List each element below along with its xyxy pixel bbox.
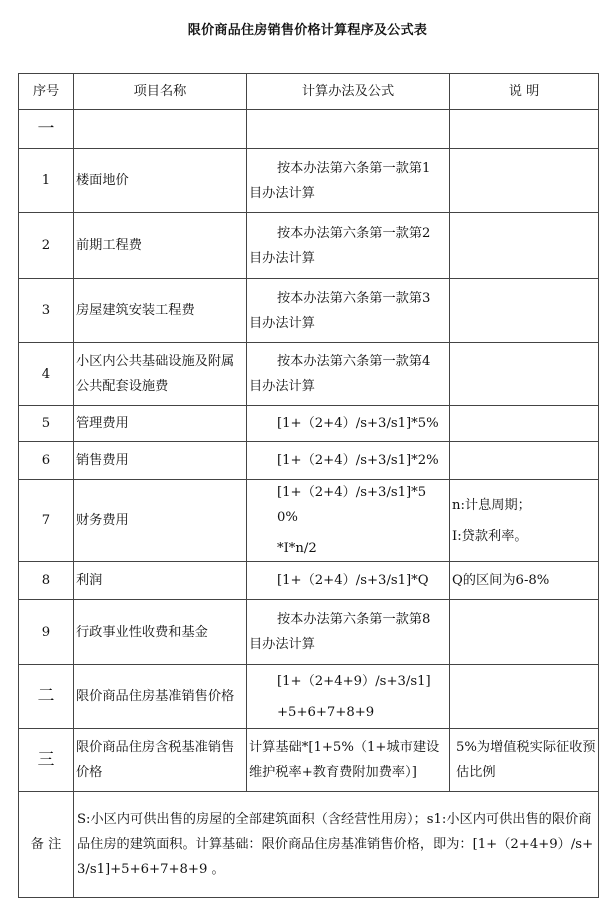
row-seq: 1 (19, 149, 74, 213)
row-item-name: 管理费用 (74, 406, 247, 442)
header-note: 说 明 (450, 74, 599, 110)
page-title: 限价商品住房销售价格计算程序及公式表 (187, 23, 428, 38)
table-row (19, 406, 599, 442)
row-item-name: 房屋建筑安装工程费 (74, 279, 247, 343)
method-line: 按本办法第六条第一款第8 (277, 612, 431, 627)
note-line: Q的区间为6-8% (452, 573, 550, 588)
row-note (450, 406, 599, 442)
row-seq: 2 (19, 213, 74, 279)
row-seq: 3 (19, 279, 74, 343)
method-line: 按本办法第六条第一款第1 (277, 160, 431, 176)
method-line: 按本办法第六条第一款第4 (277, 354, 431, 369)
row-item-name: 限价商品住房含税基准销售价格 (74, 729, 247, 792)
table-row (19, 279, 599, 343)
row-method (247, 480, 450, 562)
note-line: 5%为增值税实际征收预估比例 (456, 740, 596, 780)
row-seq: 9 (19, 600, 74, 665)
header-seq: 序号 (19, 74, 74, 110)
row-seq: 8 (19, 562, 74, 600)
row-method (247, 110, 450, 149)
method-line: 目办法计算 (249, 379, 315, 394)
row-item-name: 楼面地价 (74, 149, 247, 213)
row-seq: 二 (19, 665, 74, 729)
method-line: 目办法计算 (249, 637, 315, 652)
row-method (247, 442, 450, 480)
remark-row (19, 792, 599, 898)
row-seq: 7 (19, 480, 74, 562)
remark-text: S:小区内可供出售的房屋的全部建筑面积（含经营性用房）；s1:小区内可供出售的限价商品住房的建筑面积。计算基础：限价商品住房基准销售价格，即为：[1+（2+4+9）/s+3/s1]+5+6+7+8+9 。 (74, 792, 599, 898)
row-note (450, 149, 599, 213)
method-line: [1+（2+4）/s+3/s1]*2% (277, 453, 439, 468)
row-item-name (74, 110, 247, 149)
row-item-name: 小区内公共基础设施及附属公共配套设施费 (74, 343, 247, 406)
method-line: 目办法计算 (249, 315, 315, 331)
row-method (247, 149, 450, 213)
method-line: 按本办法第六条第一款第2 (277, 225, 431, 241)
method-line: *I*n/2 (277, 541, 317, 556)
price-formula-table (18, 73, 599, 898)
row-note (450, 665, 599, 729)
table-row (19, 442, 599, 480)
row-note (450, 213, 599, 279)
row-item-name: 财务费用 (74, 480, 247, 562)
table-row (19, 149, 599, 213)
table-row (19, 343, 599, 406)
method-line: [1+（2+4）/s+3/s1]*50% (277, 485, 427, 525)
row-note (450, 729, 599, 792)
row-method (247, 729, 450, 792)
table-row (19, 562, 599, 600)
row-seq: 三 (19, 729, 74, 792)
header-item-name: 项目名称 (74, 74, 247, 110)
table-row (19, 600, 599, 665)
row-method (247, 279, 450, 343)
row-seq: 5 (19, 406, 74, 442)
row-note (450, 442, 599, 480)
method-line: [1+（2+4）/s+3/s1]*Q (277, 573, 429, 588)
header-row (19, 74, 599, 110)
row-note (450, 480, 599, 562)
row-item-name: 销售费用 (74, 442, 247, 480)
row-item-name: 行政事业性收费和基金 (74, 600, 247, 665)
row-item-name: 前期工程费 (74, 213, 247, 279)
row-method (247, 343, 450, 406)
row-note (450, 562, 599, 600)
row-item-name: 利润 (74, 562, 247, 600)
row-note (450, 110, 599, 149)
method-line: +5+6+7+8+9 (277, 704, 375, 720)
row-note (450, 343, 599, 406)
row-note (450, 279, 599, 343)
table-row (19, 480, 599, 562)
row-method (247, 213, 450, 279)
row-seq: 6 (19, 442, 74, 480)
method-line: 按本办法第六条第一款第3 (277, 290, 431, 306)
row-method (247, 600, 450, 665)
method-line: 目办法计算 (249, 250, 315, 266)
method-line: [1+（2+4）/s+3/s1]*5% (277, 416, 439, 431)
table-row (19, 110, 599, 149)
row-item-name: 限价商品住房基准销售价格 (74, 665, 247, 729)
row-seq: 一 (19, 110, 74, 149)
header-method: 计算办法及公式 (247, 74, 450, 110)
row-method (247, 665, 450, 729)
method-line: 计算基础*[1+5%（1+城市建设维护税率+教育费附加费率）] (249, 740, 440, 780)
table-row (19, 729, 599, 792)
table-row (19, 665, 599, 729)
row-method (247, 562, 450, 600)
remark-label: 备 注 (19, 792, 74, 898)
note-line: I:贷款利率。 (452, 528, 528, 544)
note-line: n:计息周期； (452, 497, 531, 513)
method-line: [1+（2+4+9）/s+3/s1] (277, 673, 431, 689)
row-seq: 4 (19, 343, 74, 406)
row-method (247, 406, 450, 442)
table-row (19, 213, 599, 279)
row-note (450, 600, 599, 665)
method-line: 目办法计算 (249, 185, 315, 201)
